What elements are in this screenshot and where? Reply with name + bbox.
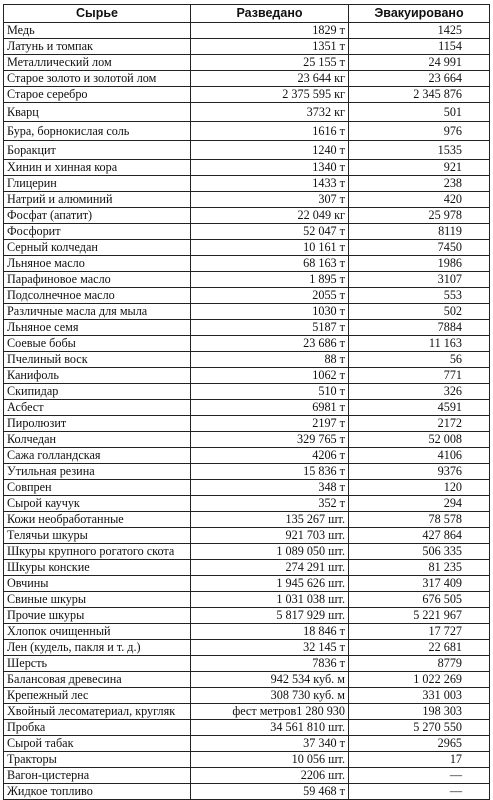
cell-evacuated-amount: 7884 [349,320,490,336]
cell-evacuated-amount: 771 [349,368,490,384]
cell-explored-amount: 352 т [191,496,349,512]
cell-evacuated-amount: — [349,784,490,800]
cell-explored-amount: 52 047 т [191,224,349,240]
table-row [4,400,490,416]
cell-material-name: Металлический лом [4,55,191,71]
table-row [4,288,490,304]
cell-material-name: Старое серебро [4,87,191,103]
cell-explored-amount: 1 895 т [191,272,349,288]
cell-evacuated-amount: 553 [349,288,490,304]
cell-material-name: Глицерин [4,176,191,192]
table-row [4,240,490,256]
cell-evacuated-amount: 294 [349,496,490,512]
cell-explored-amount: 510 т [191,384,349,400]
cell-explored-amount: 1829 т [191,23,349,39]
cell-explored-amount: 1340 т [191,160,349,176]
cell-explored-amount: 1616 т [191,122,349,141]
cell-evacuated-amount: 81 235 [349,560,490,576]
cell-material-name: Телячьи шкуры [4,528,191,544]
cell-explored-amount: 1062 т [191,368,349,384]
table-row [4,224,490,240]
cell-evacuated-amount: 427 864 [349,528,490,544]
cell-evacuated-amount: 56 [349,352,490,368]
cell-evacuated-amount: 4106 [349,448,490,464]
cell-evacuated-amount: 1986 [349,256,490,272]
table-row [4,624,490,640]
table-row [4,141,490,160]
cell-evacuated-amount: 317 409 [349,576,490,592]
cell-explored-amount: 4206 т [191,448,349,464]
column-header-material: Сырье [4,5,191,23]
cell-evacuated-amount: 1154 [349,39,490,55]
cell-evacuated-amount: 4591 [349,400,490,416]
cell-material-name: Хвойный лесоматериал, кругляк [4,704,191,720]
table-row [4,544,490,560]
cell-material-name: Натрий и алюминий [4,192,191,208]
table-row [4,784,490,800]
cell-material-name: Шкуры конские [4,560,191,576]
cell-explored-amount: 25 155 т [191,55,349,71]
cell-evacuated-amount: 11 163 [349,336,490,352]
cell-material-name: Скипидар [4,384,191,400]
table-row [4,122,490,141]
cell-evacuated-amount: 7450 [349,240,490,256]
cell-explored-amount: 135 267 шт. [191,512,349,528]
table-row [4,576,490,592]
cell-material-name: Балансовая древесина [4,672,191,688]
cell-material-name: Сырой каучук [4,496,191,512]
table-row [4,320,490,336]
cell-evacuated-amount: 501 [349,103,490,122]
table-row [4,368,490,384]
cell-material-name: Различные масла для мыла [4,304,191,320]
cell-material-name: Хинин и хинная кора [4,160,191,176]
cell-material-name: Сажа голландская [4,448,191,464]
cell-evacuated-amount: 1425 [349,23,490,39]
cell-material-name: Пробка [4,720,191,736]
cell-material-name: Прочие шкуры [4,608,191,624]
cell-material-name: Жидкое топливо [4,784,191,800]
cell-material-name: Вагон-цистерна [4,768,191,784]
cell-explored-amount: 5187 т [191,320,349,336]
table-row [4,704,490,720]
cell-evacuated-amount: 2 345 876 [349,87,490,103]
cell-material-name: Колчедан [4,432,191,448]
cell-explored-amount: 23 644 кг [191,71,349,87]
cell-evacuated-amount: 676 505 [349,592,490,608]
table-row [4,23,490,39]
cell-explored-amount: 10 161 т [191,240,349,256]
cell-explored-amount: 1 089 050 шт. [191,544,349,560]
cell-material-name: Бура, борнокислая соль [4,122,191,141]
table-row [4,192,490,208]
cell-material-name: Льняное семя [4,320,191,336]
cell-evacuated-amount: 17 [349,752,490,768]
cell-material-name: Кожи необработанные [4,512,191,528]
cell-evacuated-amount: — [349,768,490,784]
cell-material-name: Подсолнечное масло [4,288,191,304]
cell-explored-amount: 18 846 т [191,624,349,640]
table-row [4,87,490,103]
cell-material-name: Тракторы [4,752,191,768]
cell-evacuated-amount: 238 [349,176,490,192]
table-row [4,55,490,71]
table-row [4,272,490,288]
column-header-explored: Разведано [191,5,349,23]
cell-explored-amount: 5 817 929 шт. [191,608,349,624]
cell-explored-amount: 22 049 кг [191,208,349,224]
raw-materials-table [3,4,490,800]
cell-explored-amount: 942 534 куб. м [191,672,349,688]
cell-explored-amount: 59 468 т [191,784,349,800]
cell-explored-amount: фест метров1 280 930 [191,704,349,720]
table-row [4,208,490,224]
cell-material-name: Латунь и томпак [4,39,191,55]
cell-evacuated-amount: 198 303 [349,704,490,720]
cell-explored-amount: 1 031 038 шт. [191,592,349,608]
table-row [4,480,490,496]
table-row [4,752,490,768]
cell-evacuated-amount: 9376 [349,464,490,480]
cell-explored-amount: 7836 т [191,656,349,672]
cell-explored-amount: 2055 т [191,288,349,304]
cell-material-name: Совпрен [4,480,191,496]
cell-material-name: Пиролюзит [4,416,191,432]
cell-explored-amount: 23 686 т [191,336,349,352]
cell-explored-amount: 2 375 595 кг [191,87,349,103]
cell-material-name: Старое золото и золотой лом [4,71,191,87]
table-header-row [4,5,490,23]
cell-explored-amount: 308 730 куб. м [191,688,349,704]
cell-explored-amount: 37 340 т [191,736,349,752]
table-row [4,496,490,512]
cell-explored-amount: 2197 т [191,416,349,432]
cell-explored-amount: 34 561 810 шт. [191,720,349,736]
cell-evacuated-amount: 976 [349,122,490,141]
cell-evacuated-amount: 506 335 [349,544,490,560]
table-row [4,560,490,576]
cell-explored-amount: 2206 шт. [191,768,349,784]
cell-evacuated-amount: 120 [349,480,490,496]
table-row [4,103,490,122]
cell-material-name: Фосфорит [4,224,191,240]
cell-evacuated-amount: 8779 [349,656,490,672]
cell-explored-amount: 329 765 т [191,432,349,448]
table-row [4,592,490,608]
cell-explored-amount: 274 291 шт. [191,560,349,576]
cell-evacuated-amount: 2172 [349,416,490,432]
cell-explored-amount: 15 836 т [191,464,349,480]
cell-evacuated-amount: 326 [349,384,490,400]
cell-evacuated-amount: 5 221 967 [349,608,490,624]
table-row [4,672,490,688]
cell-material-name: Медь [4,23,191,39]
table-row [4,304,490,320]
cell-material-name: Шерсть [4,656,191,672]
cell-material-name: Фосфат (апатит) [4,208,191,224]
cell-evacuated-amount: 502 [349,304,490,320]
cell-material-name: Канифоль [4,368,191,384]
cell-material-name: Овчины [4,576,191,592]
table-row [4,71,490,87]
cell-evacuated-amount: 331 003 [349,688,490,704]
table-row [4,768,490,784]
cell-material-name: Крепежный лес [4,688,191,704]
table-body [4,23,490,800]
cell-explored-amount: 68 163 т [191,256,349,272]
table-row [4,352,490,368]
cell-material-name: Соевые бобы [4,336,191,352]
cell-evacuated-amount: 921 [349,160,490,176]
cell-evacuated-amount: 22 681 [349,640,490,656]
table-row [4,656,490,672]
table-row [4,39,490,55]
cell-material-name: Утильная резина [4,464,191,480]
cell-material-name: Серный колчедан [4,240,191,256]
table-row [4,464,490,480]
cell-evacuated-amount: 25 978 [349,208,490,224]
table-row [4,528,490,544]
table-row [4,432,490,448]
table-row [4,688,490,704]
table-row [4,176,490,192]
table-row [4,720,490,736]
cell-material-name: Сырой табак [4,736,191,752]
table-row [4,256,490,272]
cell-explored-amount: 88 т [191,352,349,368]
table-row [4,608,490,624]
cell-evacuated-amount: 52 008 [349,432,490,448]
cell-material-name: Боракцит [4,141,191,160]
cell-material-name: Пчелиный воск [4,352,191,368]
table-row [4,336,490,352]
cell-explored-amount: 348 т [191,480,349,496]
cell-evacuated-amount: 1 022 269 [349,672,490,688]
table-row [4,160,490,176]
table-row [4,640,490,656]
cell-evacuated-amount: 2965 [349,736,490,752]
cell-explored-amount: 1240 т [191,141,349,160]
cell-explored-amount: 921 703 шт. [191,528,349,544]
cell-evacuated-amount: 78 578 [349,512,490,528]
table-row [4,736,490,752]
cell-explored-amount: 1030 т [191,304,349,320]
cell-evacuated-amount: 8119 [349,224,490,240]
cell-evacuated-amount: 23 664 [349,71,490,87]
cell-explored-amount: 3732 кг [191,103,349,122]
cell-explored-amount: 1351 т [191,39,349,55]
cell-explored-amount: 307 т [191,192,349,208]
cell-explored-amount: 1 945 626 шт. [191,576,349,592]
table-row [4,512,490,528]
cell-explored-amount: 10 056 шт. [191,752,349,768]
cell-material-name: Свиные шкуры [4,592,191,608]
cell-material-name: Хлопок очищенный [4,624,191,640]
cell-material-name: Льняное масло [4,256,191,272]
cell-material-name: Кварц [4,103,191,122]
column-header-evacuated: Эвакуировано [349,5,490,23]
cell-evacuated-amount: 3107 [349,272,490,288]
cell-material-name: Лен (кудель, пакля и т. д.) [4,640,191,656]
cell-evacuated-amount: 420 [349,192,490,208]
cell-explored-amount: 6981 т [191,400,349,416]
cell-material-name: Парафиновое масло [4,272,191,288]
cell-material-name: Асбест [4,400,191,416]
cell-evacuated-amount: 17 727 [349,624,490,640]
cell-explored-amount: 32 145 т [191,640,349,656]
cell-explored-amount: 1433 т [191,176,349,192]
cell-evacuated-amount: 1535 [349,141,490,160]
cell-evacuated-amount: 24 991 [349,55,490,71]
table-row [4,416,490,432]
table-row [4,448,490,464]
table-row [4,384,490,400]
cell-material-name: Шкуры крупного рогатого скота [4,544,191,560]
cell-evacuated-amount: 5 270 550 [349,720,490,736]
